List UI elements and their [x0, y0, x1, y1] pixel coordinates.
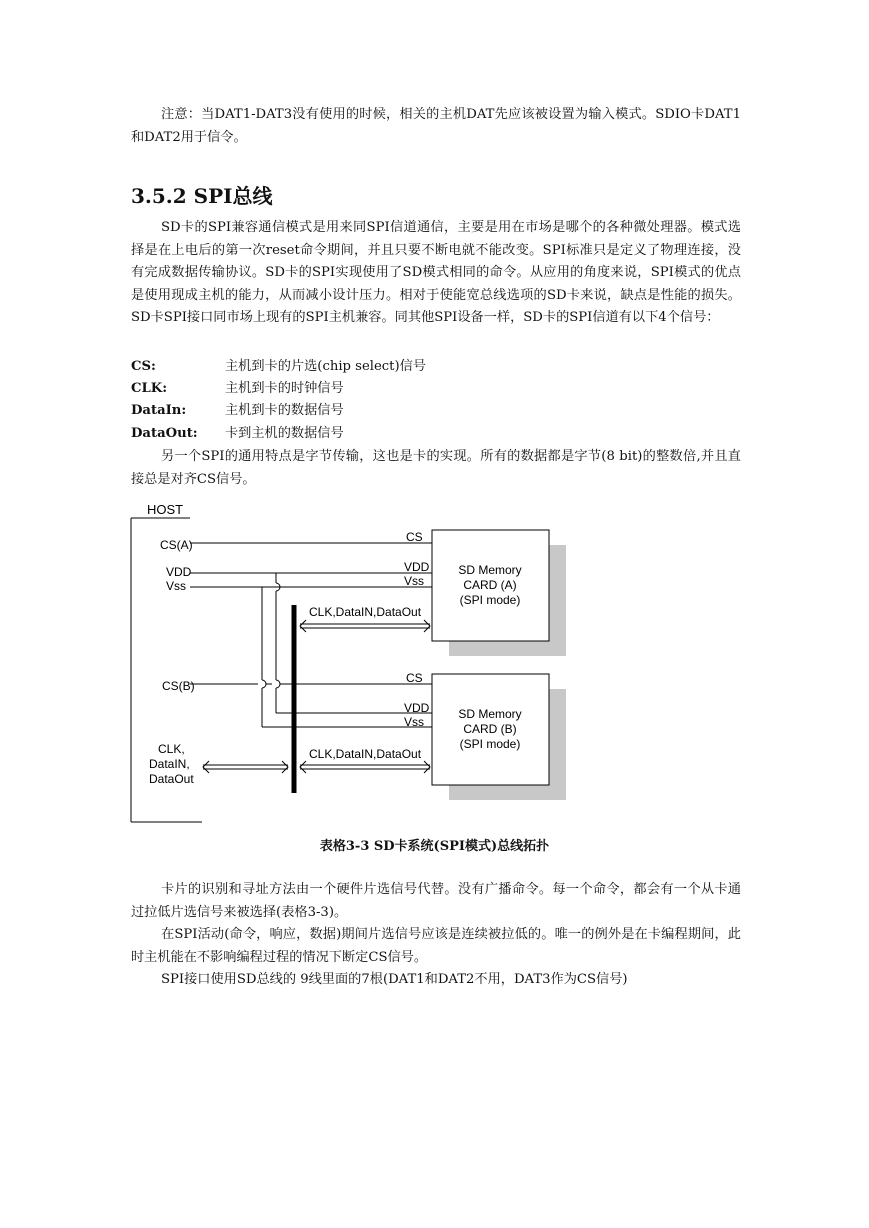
select-paragraph: 卡片的识别和寻址方法由一个硬件片选信号代替。没有广播命令。每一个命令，都会有一个从卡通过拉低片选信号来被选择(表格3-3)。	[131, 882, 741, 920]
note-paragraph: 注意：当DAT1-DAT3没有使用的时候，相关的主机DAT先应该被设置为输入模式。SDIO卡DAT1和DAT2用于信令。	[131, 107, 741, 145]
card-a-vdd-label: VDD	[404, 560, 430, 574]
card-a-line1: SD Memory	[458, 563, 522, 577]
byte-paragraph: 另一个SPI的通用特点是字节传输，这也是卡的实现。所有的数据都是字节(8 bit)的整数倍,并且直接总是对齐CS信号。	[131, 449, 741, 487]
card-a-cs-label: CS	[406, 530, 423, 544]
card-a-line3: (SPI mode)	[459, 593, 521, 607]
card-b-vss-label: Vss	[404, 715, 425, 729]
card-b-cs-label: CS	[406, 671, 423, 685]
signal-desc: 卡到主机的数据信号	[225, 426, 344, 441]
host-vdd-label: VDD	[166, 565, 192, 579]
card-b-line3: (SPI mode)	[459, 737, 521, 751]
host-label: HOST	[147, 502, 184, 517]
spi-topology-diagram	[0, 495, 869, 830]
host-datain-label: DataIN,	[149, 757, 190, 771]
signal-name: CLK:	[131, 381, 168, 396]
cs-paragraph: 在SPI活动(命令，响应，数据)期间片选信号应该是连续被拉低的。唯一的例外是在卡编程期间，此时主机能在不影响编程过程的情况下断定CS信号。	[131, 927, 741, 965]
figure-caption: 表格3-3 SD卡系统(SPI模式)总线拓扑	[319, 839, 550, 854]
signal-name: CS:	[131, 359, 156, 374]
section-title: 3.5.2 SPI总线	[131, 184, 273, 208]
card-b-line1: SD Memory	[458, 707, 522, 721]
signal-datain	[131, 400, 344, 422]
card-b-bus-label: CLK,DataIN,DataOut	[309, 747, 422, 761]
signal-clk	[131, 378, 344, 400]
host-vss-label: Vss	[166, 579, 187, 593]
signal-name: DataOut:	[131, 426, 198, 441]
host-dataout-label: DataOut	[149, 772, 194, 786]
signal-name: DataIn:	[131, 403, 187, 418]
lines-paragraph: SPI接口使用SD总线的 9线里面的7根(DAT1和DAT2不用，DAT3作为CS信号)	[161, 972, 628, 987]
host-cs-a-label: CS(A)	[160, 538, 193, 552]
card-a-line2: CARD (A)	[463, 578, 517, 592]
card-a-vss-label: Vss	[404, 574, 425, 588]
card-b-vdd-label: VDD	[404, 701, 430, 715]
card-b-line2: CARD (B)	[463, 722, 517, 736]
card-a-bus-label: CLK,DataIN,DataOut	[309, 605, 422, 619]
signal-cs	[131, 356, 426, 378]
signal-desc: 主机到卡的数据信号	[225, 403, 344, 418]
signal-dataout	[131, 423, 344, 445]
signal-desc: 主机到卡的片选(chip select)信号	[225, 359, 426, 374]
intro-paragraph: SD卡的SPI兼容通信模式是用来同SPI信道通信，主要是用在市场是哪个的各种微处理器。模式选择是在上电后的第一次reset命令期间，并且只要不断电就不能改变。SPI标准只是定义了物理连接，没有完成数据传输协议。SD卡的SPI实现使用了SD模式相同的命令。从应用的角度来说，SPI模式的优点是使用现成主机的能力，从而减小设计压力。相对于使能宽总线选项的SD卡来说，缺点是性能的损失。SD卡SPI接口同市场上现有的SPI主机兼容。同其他SPI设备一样，SD卡的SPI信道有以下4个信号：	[131, 220, 741, 325]
host-cs-b-label: CS(B)	[162, 679, 195, 693]
signal-desc: 主机到卡的时钟信号	[225, 381, 344, 396]
host-clk-label: CLK,	[158, 742, 185, 756]
